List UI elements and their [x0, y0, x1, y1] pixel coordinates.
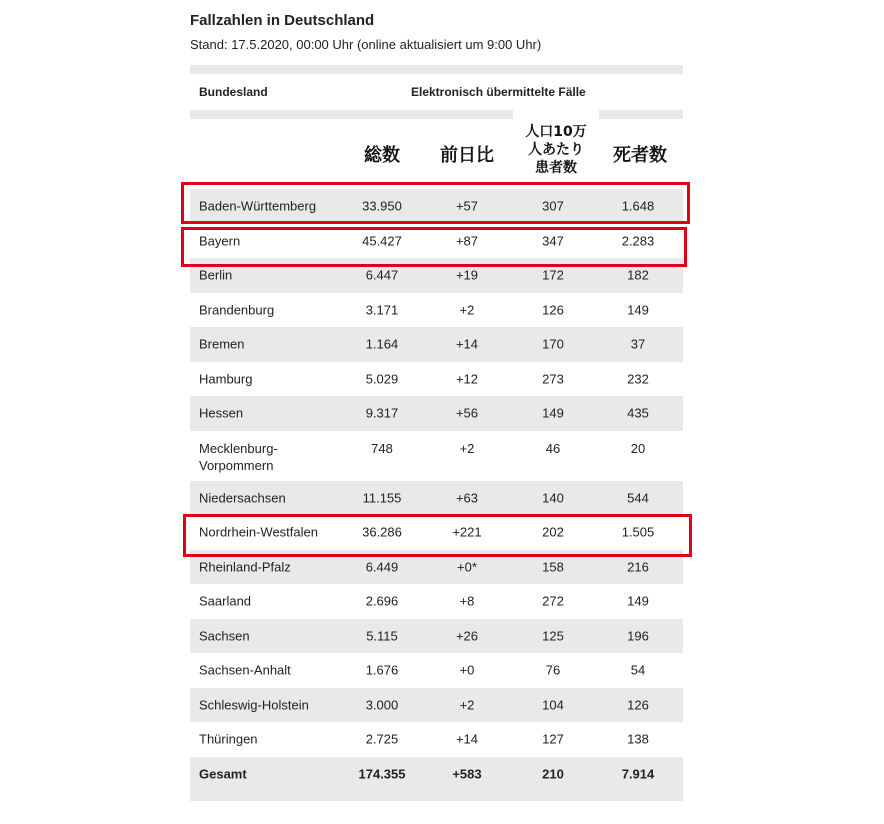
total-row	[190, 757, 683, 792]
row-total: 3.171	[365, 302, 399, 318]
row-deaths: 216	[627, 559, 649, 575]
row-diff: +8	[459, 593, 475, 609]
row-deaths: 20	[630, 440, 646, 456]
row-deaths: 1.648	[621, 198, 655, 214]
row-total: 748	[371, 440, 393, 456]
row-per100k: 125	[542, 628, 564, 644]
row-per100k: 127	[542, 731, 564, 747]
table-row	[190, 362, 683, 397]
row-total: 36.286	[362, 524, 402, 540]
row-name-line2: Vorpommern	[199, 457, 274, 473]
row-name: Bremen	[199, 336, 245, 352]
header-bundesland: Bundesland	[199, 85, 268, 99]
row-per100k: 149	[542, 405, 564, 421]
highlight-box-bayern	[181, 227, 687, 267]
row-name: Berlin	[199, 267, 233, 283]
row-deaths: 37	[630, 336, 646, 352]
row-deaths: 149	[627, 593, 649, 609]
row-total: 9.317	[365, 405, 399, 421]
row-total: 3.000	[365, 697, 399, 713]
table-bottom-band	[190, 791, 683, 801]
table-row	[190, 584, 683, 619]
row-total: 2.725	[365, 731, 399, 747]
row-per100k: 273	[542, 371, 564, 387]
row-deaths: 126	[627, 697, 649, 713]
row-diff: +221	[452, 524, 482, 540]
row-per100k: 272	[542, 593, 564, 609]
row-per100k: 347	[542, 233, 564, 249]
row-total: 1.164	[365, 336, 399, 352]
row-name: Niedersachsen	[199, 490, 286, 506]
row-name: Hessen	[199, 405, 244, 421]
row-name: Rheinland-Pfalz	[199, 559, 291, 575]
jp-header-per100k-line1: 人口10万	[525, 124, 587, 140]
row-deaths: 1.505	[621, 524, 655, 540]
row-diff: +2	[459, 302, 475, 318]
total-diff: +583	[452, 766, 482, 782]
row-name: Bayern	[199, 233, 241, 249]
row-total: 11.155	[362, 490, 402, 506]
row-per100k: 104	[542, 697, 564, 713]
row-diff: +2	[459, 440, 475, 456]
table-row	[190, 327, 683, 362]
table-body	[190, 189, 683, 791]
row-name	[199, 440, 278, 474]
row-name: Hamburg	[199, 371, 253, 387]
stand-date: Stand: 17.5.2020, 00:00 Uhr (online aktualisiert um 9:00 Uhr)	[190, 37, 542, 52]
row-deaths: 54	[630, 662, 646, 678]
row-total: 6.447	[365, 267, 399, 283]
jp-header-per100k-line3: 患者数	[534, 160, 577, 176]
row-name: Schleswig-Holstein	[199, 697, 309, 713]
highlight-box-nordrhein-westfalen	[183, 514, 692, 557]
row-total: 5.029	[365, 371, 399, 387]
row-name-line1: Mecklenburg-	[199, 440, 278, 456]
row-per100k: 76	[545, 662, 561, 678]
row-deaths: 196	[627, 628, 649, 644]
total-deaths: 7.914	[621, 766, 655, 782]
row-per100k: 46	[545, 440, 561, 456]
row-deaths: 2.283	[621, 233, 655, 249]
row-diff: +14	[455, 336, 479, 352]
table-row	[190, 293, 683, 328]
page-title: Fallzahlen in Deutschland	[190, 12, 375, 29]
row-name: Sachsen-Anhalt	[199, 662, 291, 678]
row-diff: +87	[455, 233, 479, 249]
total-total: 174.355	[358, 766, 406, 782]
jp-header-diff: 前日比	[440, 145, 494, 166]
row-deaths: 435	[627, 405, 649, 421]
table-top-band	[190, 65, 683, 74]
row-diff: +0*	[457, 559, 477, 575]
header-faelle: Elektronisch übermittelte Fälle	[411, 85, 586, 99]
jp-header-deaths: 死者数	[613, 145, 667, 166]
row-per100k: 307	[542, 198, 564, 214]
row-diff: +12	[455, 371, 479, 387]
row-diff: +14	[455, 731, 479, 747]
row-diff: +56	[455, 405, 479, 421]
table-row	[190, 431, 683, 481]
row-name: Thüringen	[199, 731, 258, 747]
row-name: Nordrhein-Westfalen	[199, 524, 318, 540]
row-per100k: 140	[542, 490, 564, 506]
row-name: Baden-Württemberg	[199, 198, 317, 214]
highlight-box-baden-wuerttemberg	[181, 182, 690, 224]
row-total: 33.950	[362, 198, 402, 214]
row-name: Brandenburg	[199, 302, 275, 318]
row-deaths: 232	[627, 371, 649, 387]
table-row	[190, 653, 683, 688]
row-total: 2.696	[365, 593, 399, 609]
table-row	[190, 481, 683, 516]
row-deaths: 544	[627, 490, 649, 506]
total-per100k: 210	[542, 766, 564, 782]
table-row	[190, 722, 683, 757]
jp-header-row	[190, 119, 683, 189]
table-row	[190, 619, 683, 654]
row-per100k: 158	[542, 559, 564, 575]
jp-header-per100k	[513, 110, 599, 190]
case-table	[190, 65, 683, 801]
jp-header-total: 総数	[364, 145, 400, 166]
table-row	[190, 396, 683, 431]
row-per100k: 202	[542, 524, 564, 540]
row-name: Saarland	[199, 593, 252, 609]
row-per100k: 126	[542, 302, 564, 318]
row-total: 5.115	[366, 628, 398, 644]
row-diff: +57	[455, 198, 479, 214]
row-per100k: 170	[542, 336, 564, 352]
table-header	[190, 74, 683, 110]
row-total: 45.427	[362, 233, 402, 249]
row-total: 1.676	[365, 662, 399, 678]
table-row	[190, 688, 683, 723]
row-name: Sachsen	[199, 628, 250, 644]
row-diff: +19	[455, 267, 479, 283]
row-deaths: 149	[627, 302, 649, 318]
row-total: 6.449	[365, 559, 399, 575]
row-diff: +2	[459, 697, 475, 713]
row-per100k: 172	[542, 267, 564, 283]
header-separator	[190, 110, 683, 119]
row-deaths: 138	[627, 731, 649, 747]
row-diff: +0	[459, 662, 475, 678]
row-deaths: 182	[627, 267, 649, 283]
total-name: Gesamt	[199, 766, 247, 782]
row-diff: +26	[455, 628, 479, 644]
row-diff: +63	[455, 490, 479, 506]
jp-header-per100k-line2: 人あたり	[527, 142, 584, 158]
